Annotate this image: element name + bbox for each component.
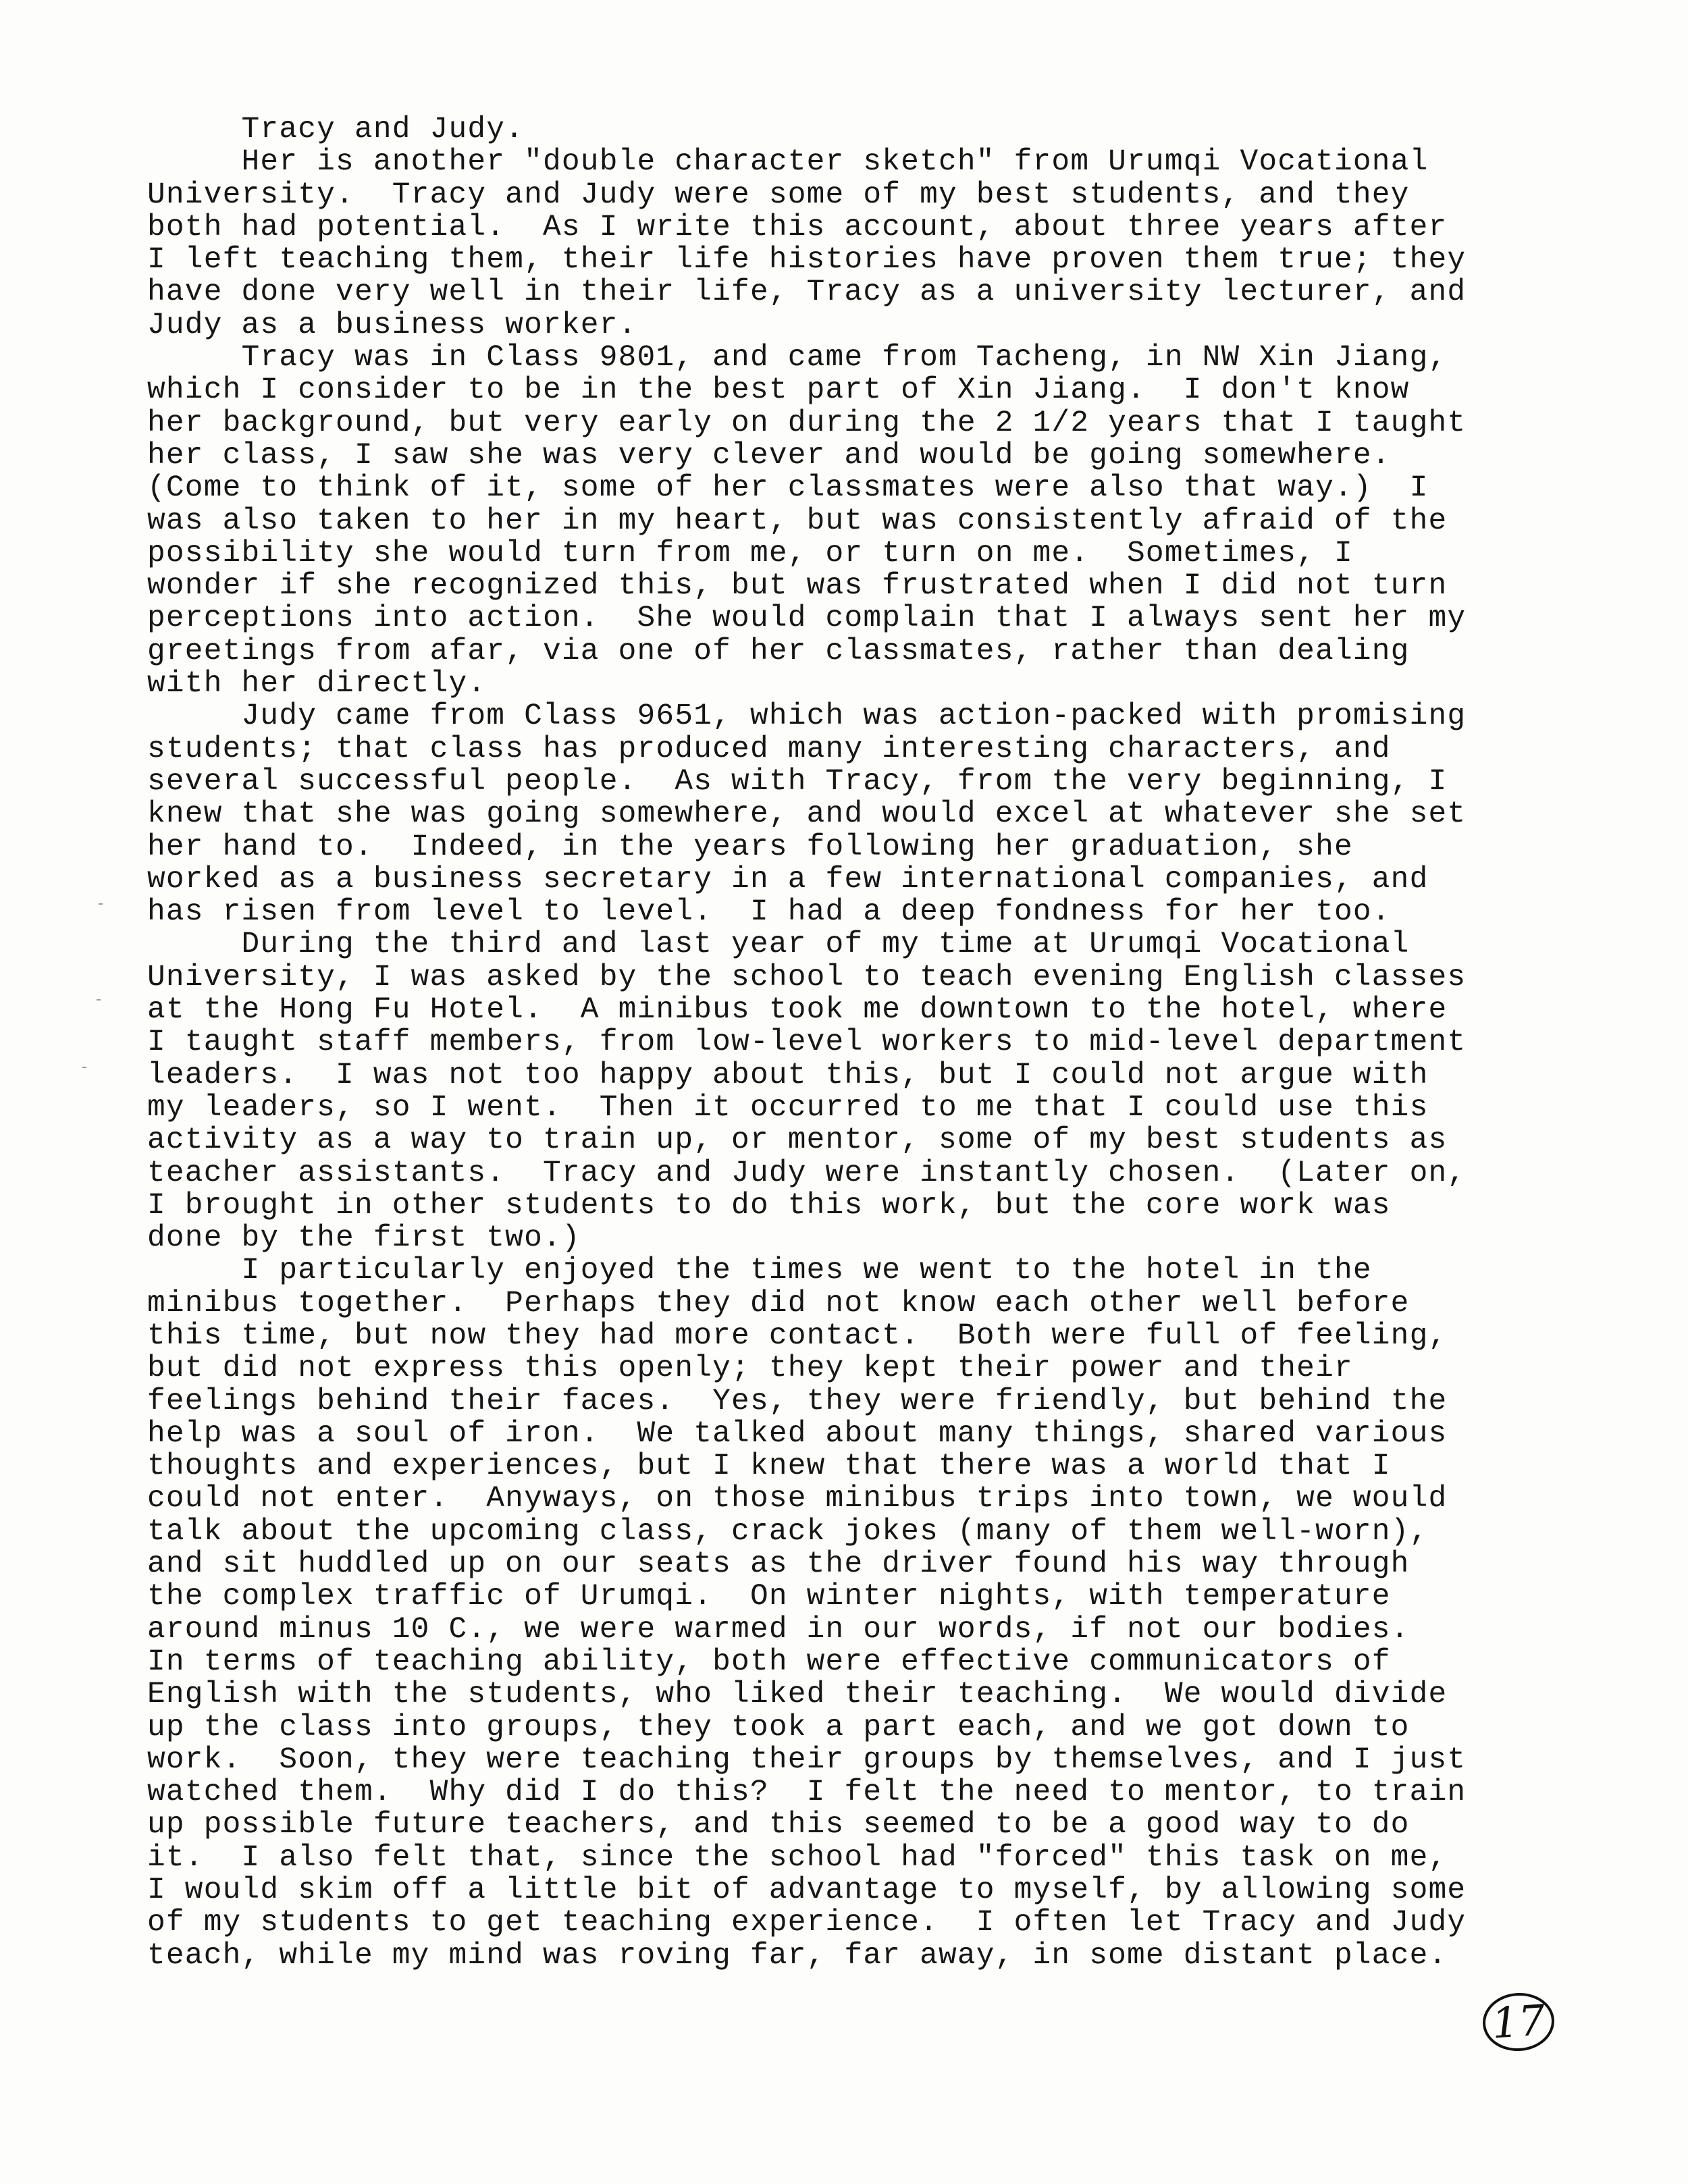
text-line: several successful people. As with Tracy, from the very beginning, I [147, 764, 1448, 799]
text-line: and sit huddled up on our seats as the driver found his way through [147, 1547, 1410, 1582]
text-line: could not enter. Anyways, on those minibus trips into town, we would [147, 1482, 1448, 1516]
text-line: has risen from level to level. I had a deep fondness for her too. [147, 895, 1391, 930]
text-line: activity as a way to train up, or mentor, some of my best students as [147, 1123, 1448, 1158]
text-line: minibus together. Perhaps they did not know each other well before [147, 1286, 1410, 1321]
text-line: have done very well in their life, Tracy as a university lecturer, and [147, 275, 1467, 310]
page-number: 17 [1481, 1990, 1556, 2053]
text-line: leaders. I was not too happy about this, but I could not argue with [147, 1058, 1429, 1092]
text-line: done by the first two.) [147, 1221, 581, 1256]
typed-text-body [147, 113, 1585, 1972]
text-line: watched them. Why did I do this? I felt the need to mentor, to train [147, 1776, 1467, 1810]
text-line: the complex traffic of Urumqi. On winter nights, with temperature [147, 1580, 1391, 1614]
text-line: this time, but now they had more contact. Both were full of feeling, [147, 1319, 1448, 1353]
text-line: Judy as a business worker. [147, 308, 637, 342]
text-line: her class, I saw she was very clever and would be going somewhere. [147, 438, 1391, 473]
text-line: English with the students, who liked their teaching. We would divide [147, 1678, 1448, 1712]
text-line: work. Soon, they were teaching their groups by themselves, and I just [147, 1742, 1467, 1777]
text-line: Her is another "double character sketch" from Urumqi Vocational [147, 145, 1429, 180]
scan-speck [99, 903, 103, 905]
text-line: In terms of teaching ability, both were effective communicators of [147, 1645, 1391, 1679]
text-line: During the third and last year of my time at Urumqi Vocational [147, 928, 1410, 962]
text-line: with her directly. [147, 667, 487, 701]
text-line: help was a soul of iron. We talked about many things, shared various [147, 1416, 1448, 1451]
text-line: but did not express this openly; they kept their power and their [147, 1352, 1353, 1386]
text-line: was also taken to her in my heart, but was consistently afraid of the [147, 504, 1448, 538]
text-line: I taught staff members, from low-level workers to mid-level department [147, 1026, 1467, 1060]
text-line: which I consider to be in the best part of Xin Jiang. I don't know [147, 373, 1410, 408]
text-line: her hand to. Indeed, in the years following her graduation, she [147, 830, 1353, 864]
scan-speck [97, 999, 101, 1001]
text-line: thoughts and experiences, but I knew that there was a world that I [147, 1449, 1391, 1484]
text-line: greetings from afar, via one of her classmates, rather than dealing [147, 634, 1410, 668]
text-line: University. Tracy and Judy were some of my best students, and they [147, 178, 1410, 212]
text-line: worked as a business secretary in a few international companies, and [147, 862, 1429, 897]
text-line: (Come to think of it, some of her classmates were also that way.) I [147, 471, 1429, 506]
text-line: University, I was asked by the school to teach evening English classes [147, 960, 1467, 994]
text-line: I particularly enjoyed the times we went to the hotel in the [147, 1254, 1372, 1288]
text-line: Tracy was in Class 9801, and came from Tacheng, in NW Xin Jiang, [147, 341, 1448, 375]
text-line: I brought in other students to do this work, but the core work was [147, 1188, 1391, 1223]
text-line: students; that class has produced many interesting characters, and [147, 732, 1391, 766]
text-line: around minus 10 C., we were warmed in our words, if not our bodies. [147, 1612, 1410, 1647]
text-line: feelings behind their faces. Yes, they were friendly, but behind the [147, 1384, 1448, 1418]
text-line: I left teaching them, their life histories have proven them true; they [147, 243, 1467, 277]
text-line: wonder if she recognized this, but was frustrated when I did not turn [147, 569, 1448, 604]
text-line: both had potential. As I write this account, about three years after [147, 210, 1448, 244]
text-line: teacher assistants. Tracy and Judy were instantly chosen. (Later on, [147, 1156, 1467, 1190]
text-line: my leaders, so I went. Then it occurred to me that I could use this [147, 1090, 1429, 1125]
text-line: knew that she was going somewhere, and would excel at whatever she set [147, 797, 1467, 832]
text-line: Judy came from Class 9651, which was action-packed with promising [147, 699, 1467, 734]
text-line: it. I also felt that, since the school had "forced" this task on me, [147, 1840, 1448, 1875]
text-line: at the Hong Fu Hotel. A minibus took me downtown to the hotel, where [147, 993, 1448, 1028]
text-line: Tracy and Judy. [147, 113, 525, 147]
text-line: of my students to get teaching experience. I often let Tracy and Judy [147, 1906, 1467, 1940]
text-line: teach, while my mind was roving far, far away, in some distant place. [147, 1938, 1448, 1973]
text-line: perceptions into action. She would complain that I always sent her my [147, 602, 1467, 636]
text-line: I would skim off a little bit of advantage to myself, by allowing some [147, 1873, 1467, 1908]
text-line: talk about the upcoming class, crack jokes (many of them well-worn), [147, 1514, 1429, 1549]
text-line: up possible future teachers, and this seemed to be a good way to do [147, 1808, 1410, 1842]
scan-speck [82, 1067, 86, 1068]
text-line: up the class into groups, they took a part each, and we got down to [147, 1710, 1410, 1744]
text-line: her background, but very early on during the 2 1/2 years that I taught [147, 406, 1467, 440]
text-line: possibility she would turn from me, or turn on me. Sometimes, I [147, 536, 1353, 570]
